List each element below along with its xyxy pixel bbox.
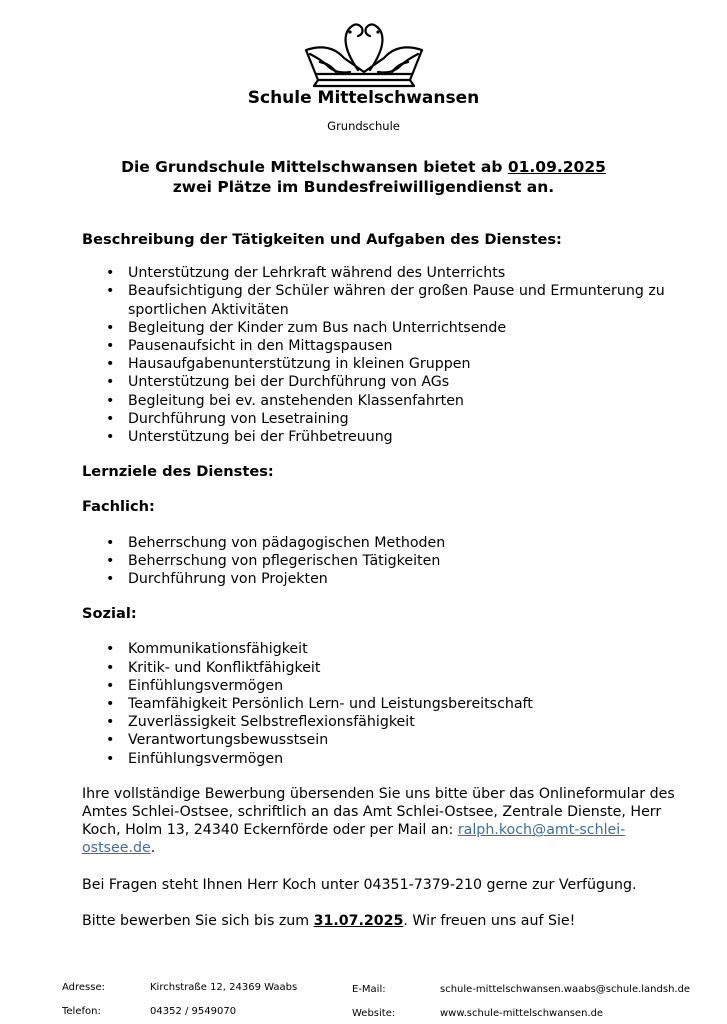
list-item: • Einfühlungsvermögen	[82, 750, 682, 768]
list-item: • Einfühlungsvermögen	[82, 677, 682, 695]
application-email-link[interactable]: ralph.koch@amt-schlei-ostsee.de	[82, 822, 626, 857]
social-list	[82, 640, 682, 767]
application-paragraph	[82, 785, 682, 858]
school-name: Schule Mittelschwansen	[247, 88, 480, 108]
list-item: • Pausenaufsicht in den Mittagspausen	[82, 337, 682, 355]
list-item: • Verantwortungsbewusstsein	[82, 731, 682, 749]
footer-phone-label: Telefon:	[62, 1006, 101, 1017]
list-item: • Kommunikationsfähigkeit	[82, 640, 682, 658]
list-item: • Kritik- und Konfliktfähigkeit	[82, 659, 682, 677]
school-logo-crown-swans	[300, 14, 428, 94]
list-item: • Durchführung von Lesetraining	[82, 410, 682, 428]
list-item: • Hausaufgabenunterstützung in kleinen Gruppen	[82, 355, 682, 373]
headline-prefix: Die Grundschule Mittelschwansen bietet ab	[121, 158, 508, 176]
footer-website-value[interactable]: www.schule-mittelschwansen.de	[440, 1008, 604, 1019]
headline-line-1	[0, 157, 727, 177]
headline	[0, 157, 727, 197]
tasks-list	[82, 264, 682, 446]
technical-list	[82, 534, 682, 589]
technical-heading: Fachlich:	[82, 498, 155, 516]
footer-address-label: Adresse:	[62, 982, 105, 993]
deadline-prefix: Bitte bewerben Sie sich bis zum	[82, 912, 314, 929]
questions-paragraph: Bei Fragen steht Ihnen Herr Koch unter 04351-7379-210 gerne zur Verfügung.	[82, 876, 637, 893]
list-item: • Durchführung von Projekten	[82, 570, 682, 588]
footer	[0, 975, 727, 1024]
list-item: • Beaufsichtigung der Schüler währen der großen Pause und Ermunterung zu sportlichen Aktivitäten	[82, 282, 682, 318]
footer-website-label: Website:	[352, 1008, 396, 1019]
application-text-end: .	[150, 840, 156, 857]
tasks-heading: Beschreibung der Tätigkeiten und Aufgaben des Dienstes:	[82, 231, 562, 248]
list-item: • Beherrschung von pflegerischen Tätigkeiten	[82, 552, 682, 570]
headline-line-2: zwei Plätze im Bundesfreiwilligendienst an.	[172, 178, 555, 196]
deadline-suffix: . Wir freuen uns auf Sie!	[403, 912, 576, 929]
list-item: • Unterstützung bei der Frühbetreuung	[82, 428, 682, 446]
main-content	[82, 231, 682, 930]
deadline-date: 31.07.2025	[313, 912, 404, 929]
list-item: • Zuverlässigkeit Selbstreflexionsfähigkeit	[82, 713, 682, 731]
start-date: 01.09.2025	[507, 158, 606, 176]
list-item: • Unterstützung der Lehrkraft während des Unterrichts	[82, 264, 682, 282]
footer-phone-value: 04352 / 9549070	[150, 1006, 237, 1017]
list-item: • Begleitung bei ev. anstehenden Klassenfahrten	[82, 392, 682, 410]
goals-heading: Lernziele des Dienstes:	[82, 463, 274, 481]
deadline-paragraph	[82, 912, 682, 930]
application-text: Ihre vollständige Bewerbung übersenden Sie uns bitte über das Onlineformular des Amtes Schlei-Ostsee, schriftlich an das Amt Schlei-Ostsee, Zentrale Dienste, Herr Koch, Holm 13, 24340 Eckernförde oder per Mail an:	[82, 785, 675, 839]
school-type: Grundschule	[327, 119, 400, 133]
list-item: • Beherrschung von pädagogischen Methoden	[82, 534, 682, 552]
list-item: • Teamfähigkeit Persönlich Lern- und Leistungsbereitschaft	[82, 695, 682, 713]
footer-address-value: Kirchstraße 12, 24369 Waabs	[150, 982, 298, 993]
list-item: • Unterstützung bei der Durchführung von AGs	[82, 373, 682, 391]
footer-email-value[interactable]: schule-mittelschwansen.waabs@schule.landsh.de	[440, 984, 691, 995]
list-item: • Begleitung der Kinder zum Bus nach Unterrichtsende	[82, 319, 682, 337]
footer-email-label: E-Mail:	[352, 984, 386, 995]
social-heading: Sozial:	[82, 605, 137, 623]
